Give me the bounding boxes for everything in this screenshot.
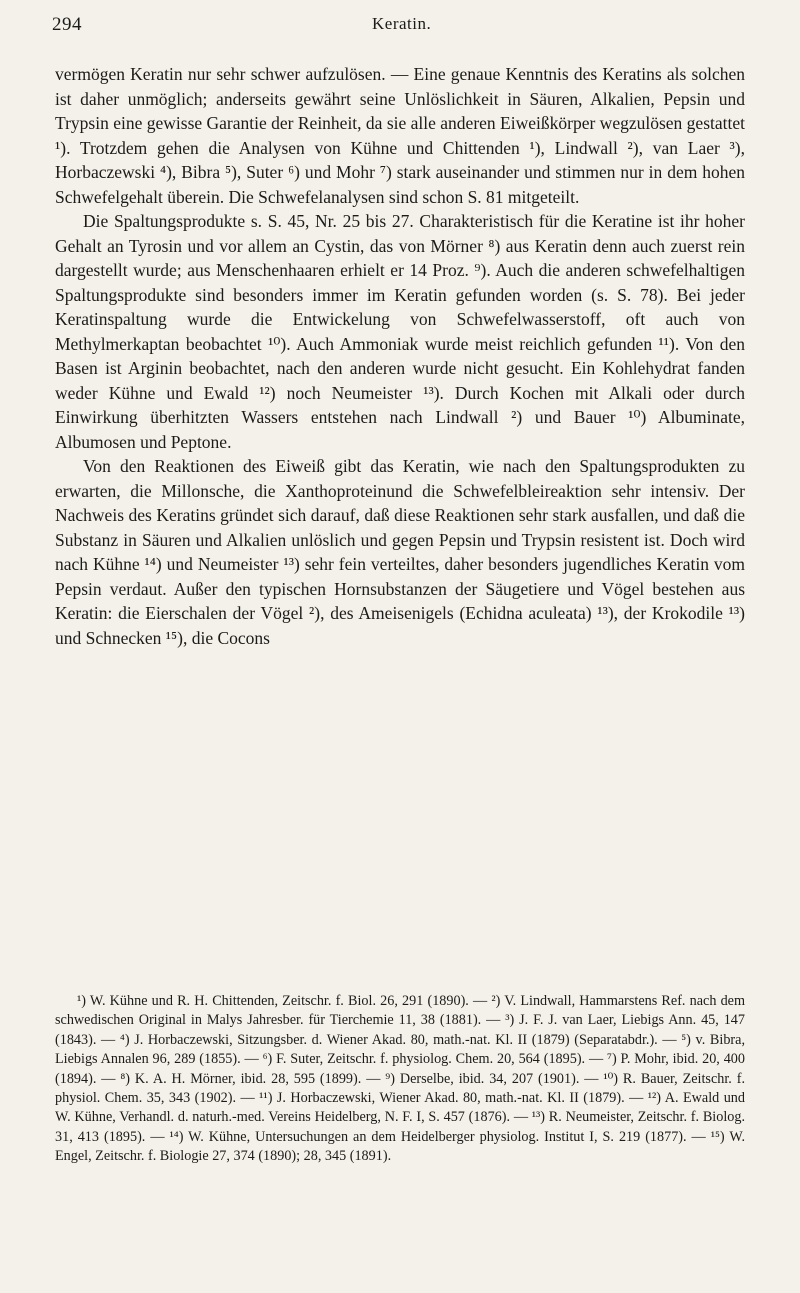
- page-number: 294: [52, 14, 82, 35]
- body-text: [55, 62, 745, 650]
- footnotes: [55, 992, 745, 1167]
- paragraph-1: vermögen Keratin nur sehr schwer aufzulösen. — Eine genaue Kenntnis des Keratins als solchen ist daher unmöglich; anderseits gewährt seine Unlöslichkeit in Säuren, Alkalien, Pepsin und Trypsin eine gewisse Garantie der Reinheit, da sie alle anderen Eiweißkörper wegzulösen gestattet ¹). Trotzdem gehen die Analysen von Kühne und Chittenden ¹), Lindwall ²), van Laer ³), Horbaczewski ⁴), Bibra ⁵), Suter ⁶) und Mohr ⁷) stark auseinander und stimmen nur in dem hohen Schwefelgehalt überein. Die Schwefelanalysen sind schon S. 81 mitgeteilt.: [55, 64, 745, 207]
- running-head: Keratin.: [372, 14, 432, 33]
- page-header: [52, 14, 752, 44]
- paragraph-3: Von den Reaktionen des Eiweiß gibt das Keratin, wie nach den Spaltungsprodukten zu erwarten, die Millonsche, die Xanthoproteinund die Schwefelbleireaktion sehr intensiv. Der Nachweis des Keratins gründet sich darauf, daß diese Reaktionen sehr stark ausfallen, und daß die Substanz in Säuren und Alkalien unlöslich und gegen Pepsin und Trypsin resistent ist. Doch wird nach Kühne ¹⁴) und Neumeister ¹³) sehr fein verteiltes, daher besonders jugendliches Keratin vom Pepsin verdaut. Außer den typischen Hornsubstanzen der Säugetiere und Vögel bestehen aus Keratin: die Eierschalen der Vögel ²), des Ameisenigels (Echidna aculeata) ¹³), der Krokodile ¹³) und Schnecken ¹⁵), die Cocons: [55, 456, 745, 648]
- footnote-block: ¹) W. Kühne und R. H. Chittenden, Zeitschr. f. Biol. 26, 291 (1890). — ²) V. Lindwall, Hammarstens Ref. nach dem schwedischen Original in Malys Jahresber. für Tierchemie 11, 38 (1881). — ³) J. F. J. van Laer, Liebigs Ann. 45, 147 (1843). — ⁴) J. Horbaczewski, Sitzungsber. d. Wiener Akad. 80, math.-nat. Kl. II (1879) (Separatabdr.). — ⁵) v. Bibra, Liebigs Annalen 96, 289 (1855). — ⁶) F. Suter, Zeitschr. f. physiolog. Chem. 20, 564 (1895). — ⁷) P. Mohr, ibid. 20, 400 (1894). — ⁸) K. A. H. Mörner, ibid. 28, 595 (1899). — ⁹) Derselbe, ibid. 34, 207 (1901). — ¹⁰) R. Bauer, Zeitschr. f. physiol. Chem. 35, 343 (1902). — ¹¹) J. Horbaczewski, Wiener Akad. 80, math.-nat. Kl. II (1879). — ¹²) A. Ewald und W. Kühne, Verhandl. d. naturh.-med. Vereins Heidelberg, N. F. I, S. 457 (1876). — ¹³) R. Neumeister, Zeitschr. f. Biolog. 31, 413 (1895). — ¹⁴) W. Kühne, Untersuchungen an dem Heidelberger physiolog. Institut I, S. 219 (1877). — ¹⁵) W. Engel, Zeitschr. f. Biologie 27, 374 (1890); 28, 345 (1891).: [55, 993, 745, 1165]
- paragraph-2: Die Spaltungsprodukte s. S. 45, Nr. 25 bis 27. Charakteristisch für die Keratine ist ihr hoher Gehalt an Tyrosin und vor allem an Cystin, das von Mörner ⁸) aus Keratin denn auch zuerst rein dargestellt wurde; aus Menschenhaaren erhielt er 14 Proz. ⁹). Auch die anderen schwefelhaltigen Spaltungsprodukte sind besonders immer im Keratin gefunden worden (s. S. 78). Bei jeder Keratinspaltung wurde die Entwickelung von Schwefelwasserstoff, oft auch von Methylmerkaptan beobachtet ¹⁰). Auch Ammoniak wurde meist reichlich gefunden ¹¹). Von den Basen ist Arginin beobachtet, nach den anderen wurde nicht gesucht. Ein Kohlehydrat fanden weder Kühne und Ewald ¹²) noch Neumeister ¹³). Durch Kochen mit Alkali oder durch Einwirkung überhitzten Wassers entstehen nach Lindwall ²) und Bauer ¹⁰) Albuminate, Albumosen und Peptone.: [55, 211, 745, 452]
